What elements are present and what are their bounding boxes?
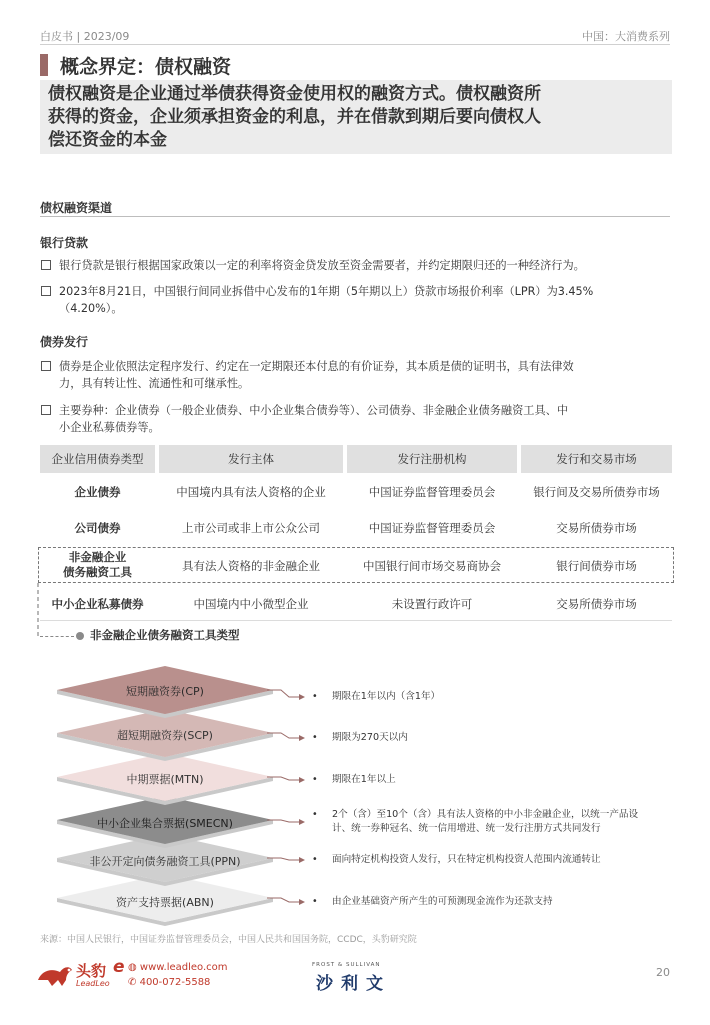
website-row[interactable] xyxy=(128,962,228,973)
report-series: 中国：大消费系列 xyxy=(582,30,670,43)
partner-name-en: FROST & SULLIVAN xyxy=(312,962,381,968)
bank-loan-heading: 银行贷款 xyxy=(40,236,89,250)
bullet-dot-icon: • xyxy=(312,809,318,820)
report-type: 白皮书 | 2023/09 xyxy=(40,30,130,43)
bullet-line: 2023年8月21日，中国银行间同业拆借中心发布的1年期（5年期以上）贷款市场报价利率（LPR）为3.45% xyxy=(59,285,594,298)
table-cell-registry: 中国证券监督管理委员会 xyxy=(368,521,496,535)
bullet-dot-icon: • xyxy=(312,774,318,785)
desc-line: 2个（含）至10个（含）具有法人资格的中小非金融企业，以统一产品设 xyxy=(332,809,639,820)
desc-cp xyxy=(312,690,684,704)
page-title: 概念界定：债权融资 xyxy=(60,56,232,78)
bullet-line: 小企业私募债券等。 xyxy=(59,421,160,434)
table-cell-market: 银行间债券市场 xyxy=(556,559,637,573)
globe-icon: ◍ xyxy=(128,962,137,973)
brand-name-cn: 头豹 xyxy=(76,962,107,980)
table-header-type: 企业信用债券类型 xyxy=(40,445,155,473)
desc-line: 期限为270天以内 xyxy=(332,732,408,743)
desc-line: 面向特定机构投资人发行，只在特定机构投资人范围内流通转让 xyxy=(332,854,601,865)
source-note: 来源：中国人民银行，中国证券监督管理委员会，中国人民共和国国务院，CCDC，头豹研究院 xyxy=(40,935,417,945)
table-cell-registry: 未设置行政许可 xyxy=(391,597,473,611)
banner-line: 偿还资金的本金 xyxy=(48,130,167,150)
page-number: 20 xyxy=(656,966,670,979)
table-cell-type: 公司债券 xyxy=(74,521,121,535)
layer-label-cp: 短期融资券(CP) xyxy=(126,685,204,698)
table-cell-type: 企业债券 xyxy=(74,485,121,499)
partner-name-cn: 沙利文 xyxy=(316,974,391,994)
table-cell-issuer: 上市公司或非上市公众公司 xyxy=(182,521,320,535)
brand-e-mark: e xyxy=(113,957,125,977)
table-cell-issuer: 中国境内具有法人资格的企业 xyxy=(176,485,326,499)
layer-label-scp: 超短期融资券(SCP) xyxy=(117,729,213,742)
table-cell-issuer: 具有法人资格的非金融企业 xyxy=(182,559,320,573)
table-cell-registry: 中国证券监督管理委员会 xyxy=(368,485,496,499)
desc-scp xyxy=(312,731,684,745)
bullet-line: 银行贷款是银行根据国家政策以一定的利率将资金贷发放至资金需要者，并约定期限归还的一种经济行为。 xyxy=(59,259,585,272)
table-cell-registry: 中国银行间市场交易商协会 xyxy=(363,559,501,573)
bullet-line: （4.20%）。 xyxy=(59,302,123,315)
bullet-dot-icon: • xyxy=(312,691,318,702)
bond-heading: 债券发行 xyxy=(40,335,89,349)
brand-name-en: LeadLeo xyxy=(76,979,110,988)
bullet-line: 力，具有转让性、流通性和可继承性。 xyxy=(59,377,250,390)
bullet-dot-icon: • xyxy=(312,732,318,743)
table-cell-issuer: 中国境内中小微型企业 xyxy=(193,597,309,611)
bullet-line: 债券是企业依照法定程序发行、约定在一定期限还本付息的有价证券，其本质是债的证明书，具有法律效 xyxy=(59,360,574,373)
table-cell-type: 中小企业私募债券 xyxy=(51,597,144,611)
banner-line: 债权融资是企业通过举债获得资金使用权的融资方式。债权融资所 xyxy=(48,84,541,104)
website-link[interactable]: www.leadleo.com xyxy=(139,962,228,973)
desc-line: 期限在1年以内（含1年） xyxy=(332,691,441,702)
phone-number: 400-072-5588 xyxy=(139,977,211,988)
phone-row xyxy=(128,977,210,988)
table-header-market: 发行和交易市场 xyxy=(521,445,672,473)
layer-label-smecn: 中小企业集合票据(SMECN) xyxy=(97,817,233,830)
type-line: 非金融企业 xyxy=(68,550,127,564)
desc-line: 由企业基础资产所产生的可预测现金流作为还款支持 xyxy=(332,896,553,907)
desc-line: 期限在1年以上 xyxy=(332,774,396,785)
instrument-section-title: 非金融企业债务融资工具类型 xyxy=(90,628,240,642)
desc-mtn xyxy=(312,773,684,787)
layer-label-abn: 资产支持票据(ABN) xyxy=(116,896,214,909)
layer-label-ppn: 非公开定向债务融资工具(PPN) xyxy=(89,855,241,868)
bullet-line: 主要券种：企业债券（一般企业债券、中小企业集合债券等）、公司债券、非金融企业债务融资工具、中 xyxy=(59,404,569,417)
table-cell-market: 交易所债券市场 xyxy=(556,521,637,535)
layer-label-mtn: 中期票据(MTN) xyxy=(126,773,204,786)
table-header-issuer: 发行主体 xyxy=(159,445,343,473)
desc-line: 计、统一券种冠名、统一信用增进、统一发行注册方式共同发行 xyxy=(332,823,601,834)
table-cell-market: 银行间及交易所债券市场 xyxy=(533,485,660,499)
desc-ppn xyxy=(312,853,684,867)
section-title: 债权融资渠道 xyxy=(40,201,113,215)
bullet-dot-icon: • xyxy=(312,854,318,865)
desc-abn xyxy=(312,895,684,909)
desc-smecn xyxy=(312,808,684,836)
bullet-dot-icon: • xyxy=(312,896,318,907)
table-header-registry: 发行注册机构 xyxy=(347,445,517,473)
banner-line: 获得的资金，企业须承担资金的利息，并在借款到期后要向债权人 xyxy=(48,107,541,127)
type-line: 债务融资工具 xyxy=(63,565,132,579)
phone-icon: ✆ xyxy=(128,977,137,988)
table-cell-market: 交易所债券市场 xyxy=(556,597,637,611)
